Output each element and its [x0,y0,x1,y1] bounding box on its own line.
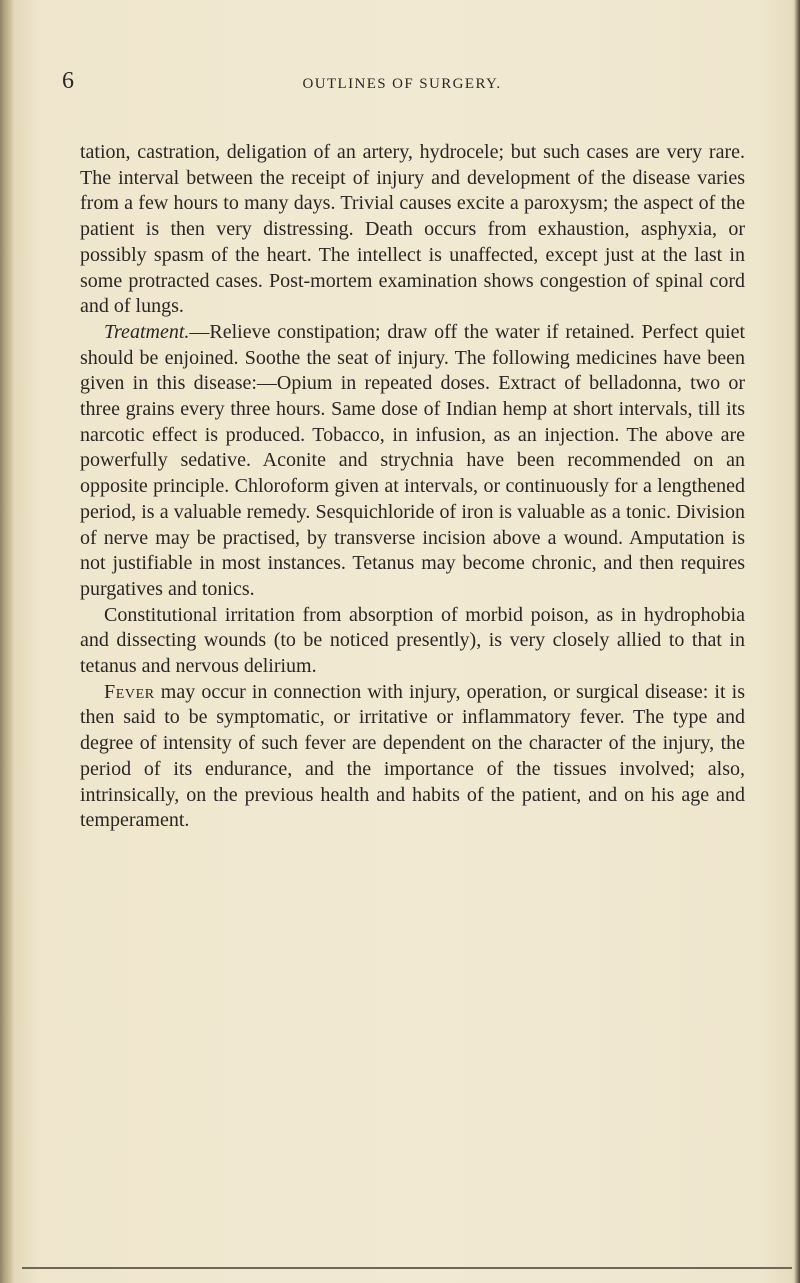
paragraph-symptoms [80,140,745,320]
page-edge [794,0,800,1283]
paragraph-text: —Relieve constipation; draw off the water if retained. Perfect quiet should be enjoined. Soothe the seat of injury. The following medicines have been given in this disease:—Opium in repeated doses. Extract of belladonna, two or three grains every three hours. Same dose of Indian hemp at short intervals, till its narcotic effect is produced. Tobacco, in infusion, as an injection. The above are powerfully sedative. Aconite and strychnia have been recommended on an opposite principle. Chloroform given at intervals, or continuously for a lengthened period, is a valuable remedy. Sesquichloride of iron is valuable as a tonic. Division of nerve may be practised, by transverse incision above a wound. Amputation is not justifiable in most instances. Tetanus may become chronic, and then requires purgatives and tonics. [80,320,745,600]
page-header [62,68,742,98]
paragraph-constitutional-irritation [80,603,745,680]
paragraph-treatment [80,320,745,603]
paragraph-text: Constitutional irritation from absorption of morbid poison, as in hydrophobia and dissecting wounds (to be noticed presently), is very closely allied to that in tetanus and nervous delirium. [80,603,745,678]
section-lead-fever: Fever [104,680,155,703]
binding-shadow [0,0,14,1283]
paragraph-fever [80,680,745,834]
paragraph-text: tation, castration, deligation of an artery, hydrocele; but such cases are very rare. The interval between the receipt of injury and development of the disease varies from a few hours to many days. Trivial causes excite a paroxysm; the aspect of the patient is then very distressing. Death occurs from exhaustion, asphyxia, or possibly spasm of the heart. The intellect is unaffected, except just at the last in some protracted cases. Post-mortem examination shows congestion of spinal cord and of lungs. [80,141,745,318]
running-head: OUTLINES OF SURGERY. [302,76,502,92]
paragraph-text: may occur in connection with injury, operation, or surgical disease: it is then said to be symptomatic, or irritative or inflammatory fever. The type and degree of intensity of such fever are dependent on the character of the injury, the period of its endurance, and the importance of the tissues involved; also, intrinsically, on the previous health and habits of the patient, and on his age and temperament. [80,680,745,832]
section-lead-treatment: Treatment. [104,320,190,343]
bottom-edge-line [22,1267,792,1269]
body-text [80,140,745,834]
page-number: 6 [62,68,74,94]
